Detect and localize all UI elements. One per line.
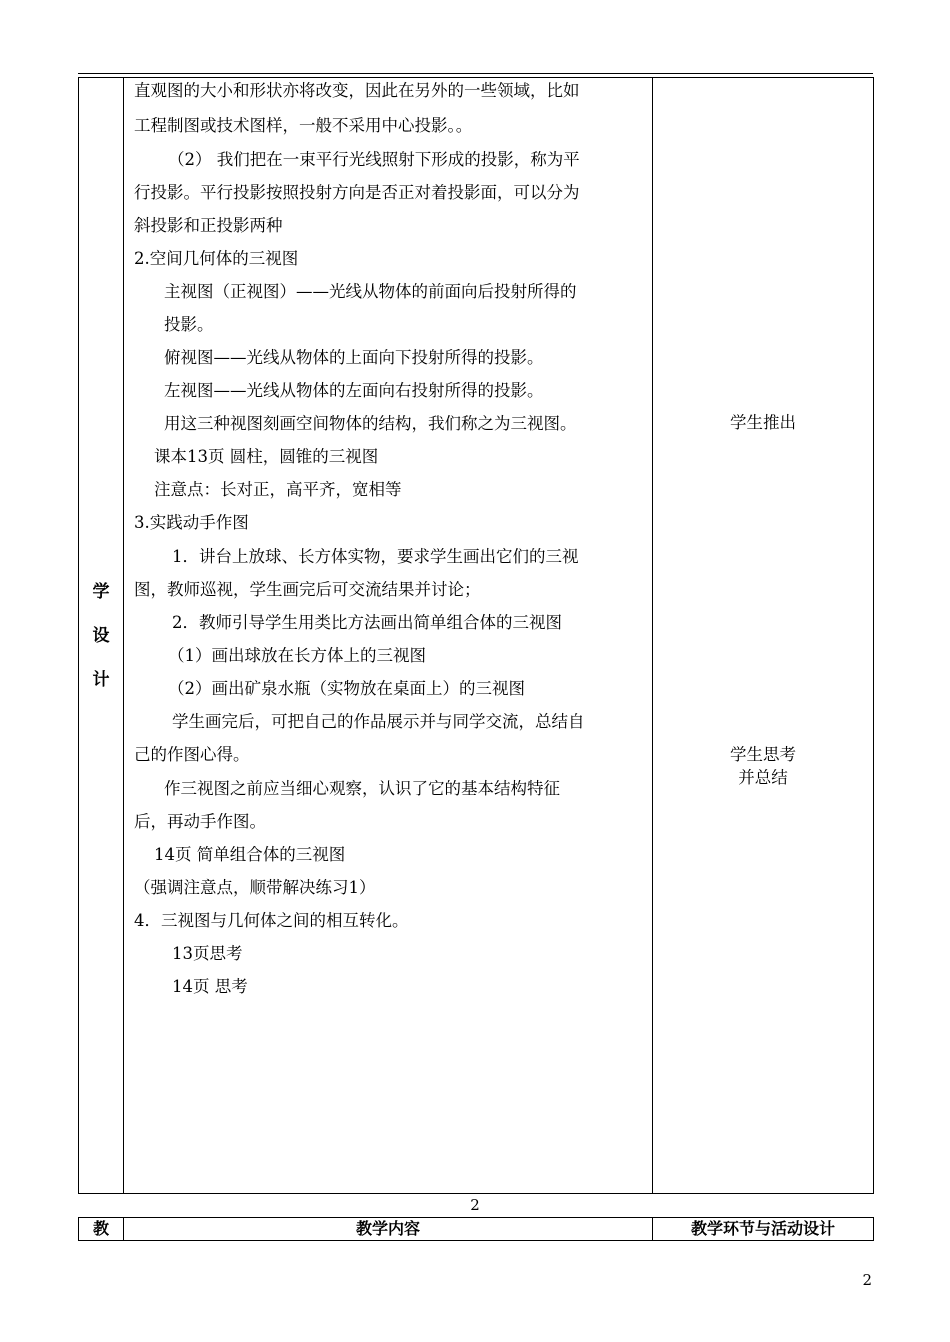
text-line: 工程制图或技术图样，一般不采用中心投影。。	[134, 116, 473, 135]
text-line: 左视图——光线从物体的左面向右投射所得的投影。	[164, 381, 544, 400]
text-line: 己的作图心得。	[134, 745, 250, 764]
text-line: 13页思考	[172, 944, 243, 963]
section-heading: 4．三视图与几何体之间的相互转化。	[134, 911, 409, 930]
activity-cell	[653, 78, 874, 1194]
text-line: 14页 思考	[172, 977, 248, 996]
header-cell: 教学内容	[124, 1218, 653, 1241]
top-rule	[78, 73, 873, 74]
text-line: 14页 简单组合体的三视图	[154, 845, 346, 864]
section-heading: 3.实践动手作图	[134, 513, 249, 532]
text-line: 2．教师引导学生用类比方法画出简单组合体的三视图	[172, 613, 562, 632]
text-line: 作三视图之前应当细心观察，认识了它的基本结构特征	[164, 779, 560, 798]
text-line: 行投影。平行投影按照投射方向是否正对着投影面，可以分为	[134, 183, 580, 202]
text-line: 斜投影和正投影两种	[134, 216, 283, 235]
page-center-number: 2	[470, 1196, 480, 1214]
side-label-cell	[79, 78, 124, 1194]
text-line: （2） 我们把在一束平行光线照射下形成的投影，称为平	[168, 150, 580, 169]
header-cell: 教	[79, 1218, 124, 1241]
activity-note: 学生推出	[730, 413, 796, 432]
text-line: （强调注意点，顺带解决练习1）	[134, 878, 376, 897]
next-table-header	[78, 1217, 874, 1241]
text-line: 用这三种视图刻画空间物体的结构，我们称之为三视图。	[164, 414, 577, 433]
text-line: 直观图的大小和形状亦将改变，因此在另外的一些领域，比如	[134, 81, 580, 100]
section-heading: 2.空间几何体的三视图	[134, 249, 299, 268]
activity-note: 学生思考	[730, 745, 796, 764]
text-line: 后，再动手作图。	[134, 812, 266, 831]
text-line: 俯视图——光线从物体的上面向下投射所得的投影。	[164, 348, 544, 367]
text-line: 投影。	[164, 315, 214, 334]
text-line: 学生画完后，可把自己的作品展示并与同学交流，总结自	[172, 712, 585, 731]
content-cell	[124, 78, 653, 1194]
text-line: 1．讲台上放球、长方体实物，要求学生画出它们的三视	[172, 547, 579, 566]
text-line: 课本13页 圆柱，圆锥的三视图	[154, 447, 379, 466]
text-line: 主视图（正视图）——光线从物体的前面向后投射所得的	[164, 282, 577, 301]
text-line: 注意点：长对正，高平齐，宽相等	[154, 480, 402, 499]
lesson-table	[78, 77, 874, 1194]
header-cell: 教学环节与活动设计	[653, 1218, 874, 1241]
text-line: （1）画出球放在长方体上的三视图	[168, 646, 426, 665]
text-line: （2）画出矿泉水瓶（实物放在桌面上）的三视图	[168, 679, 525, 698]
side-label-char: 学	[92, 581, 110, 602]
page-number: 2	[862, 1271, 872, 1289]
side-label-char: 计	[92, 669, 110, 690]
activity-note: 并总结	[738, 768, 788, 787]
text-line: 图，教师巡视，学生画完后可交流结果并讨论；	[134, 580, 481, 599]
side-label-char: 设	[92, 625, 110, 646]
